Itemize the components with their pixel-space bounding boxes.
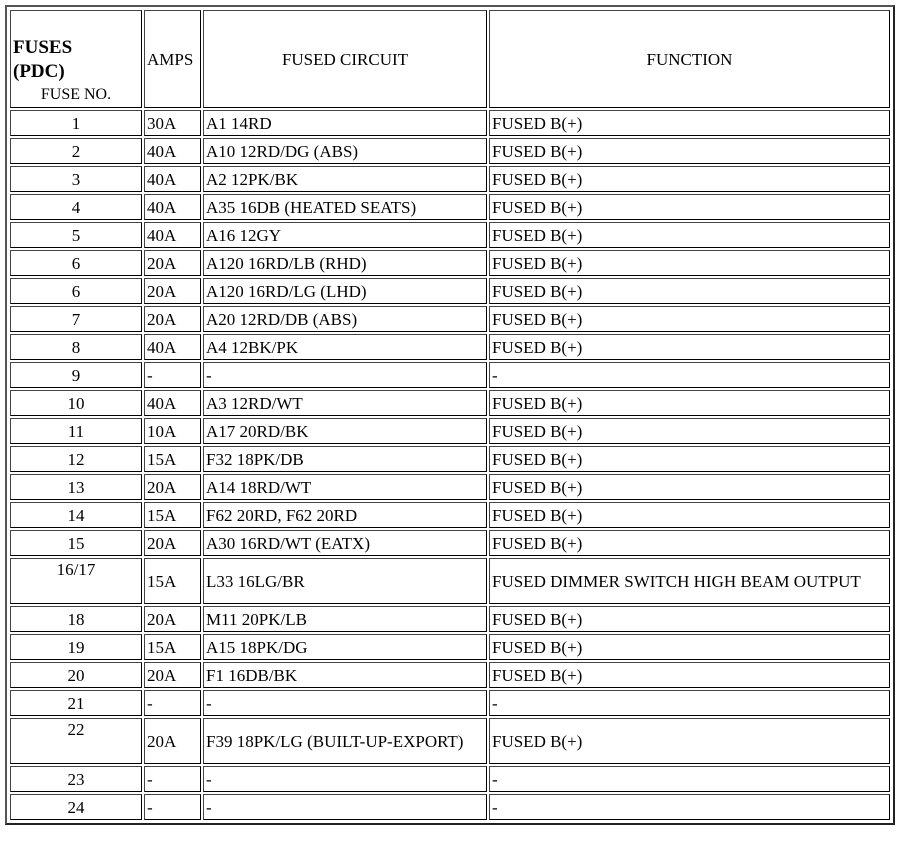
fuse-no-cell: 16/17 xyxy=(10,558,142,604)
table-row xyxy=(10,334,890,360)
table-row xyxy=(10,474,890,500)
header-fused-circuit: FUSED CIRCUIT xyxy=(203,10,487,108)
amps-cell: 40A xyxy=(144,166,201,192)
amps-cell: 20A xyxy=(144,250,201,276)
fused-circuit-cell: M11 20PK/LB xyxy=(203,606,487,632)
fused-circuit-cell: A4 12BK/PK xyxy=(203,334,487,360)
amps-cell: 40A xyxy=(144,194,201,220)
fused-circuit-cell: A30 16RD/WT (EATX) xyxy=(203,530,487,556)
fuse-no-cell: 3 xyxy=(10,166,142,192)
table-row xyxy=(10,662,890,688)
table-row xyxy=(10,166,890,192)
function-cell: FUSED B(+) xyxy=(489,718,890,764)
function-cell: FUSED B(+) xyxy=(489,222,890,248)
table-header-row xyxy=(10,10,890,108)
fused-circuit-cell: L33 16LG/BR xyxy=(203,558,487,604)
amps-cell: - xyxy=(144,794,201,820)
amps-cell: 40A xyxy=(144,390,201,416)
function-cell: FUSED B(+) xyxy=(489,334,890,360)
fused-circuit-cell: A10 12RD/DG (ABS) xyxy=(203,138,487,164)
table-row xyxy=(10,502,890,528)
table-row xyxy=(10,250,890,276)
fuse-no-cell: 22 xyxy=(10,718,142,764)
fused-circuit-cell: F32 18PK/DB xyxy=(203,446,487,472)
amps-cell: 40A xyxy=(144,222,201,248)
fused-circuit-cell: F62 20RD, F62 20RD xyxy=(203,502,487,528)
function-cell: - xyxy=(489,766,890,792)
fuse-no-cell: 23 xyxy=(10,766,142,792)
fuse-no-cell: 19 xyxy=(10,634,142,660)
header-fuse-no-cell xyxy=(10,10,142,108)
fused-circuit-cell: A17 20RD/BK xyxy=(203,418,487,444)
function-cell: - xyxy=(489,690,890,716)
fuse-no-cell: 24 xyxy=(10,794,142,820)
fuse-no-cell: 4 xyxy=(10,194,142,220)
table-row xyxy=(10,718,890,764)
amps-cell: 20A xyxy=(144,306,201,332)
amps-cell: 15A xyxy=(144,634,201,660)
fused-circuit-cell: A1 14RD xyxy=(203,110,487,136)
function-cell: - xyxy=(489,362,890,388)
fused-circuit-cell: A20 12RD/DB (ABS) xyxy=(203,306,487,332)
table-row xyxy=(10,278,890,304)
amps-cell: 10A xyxy=(144,418,201,444)
function-cell: FUSED B(+) xyxy=(489,390,890,416)
amps-cell: - xyxy=(144,690,201,716)
amps-cell: - xyxy=(144,766,201,792)
fuse-no-cell: 21 xyxy=(10,690,142,716)
fused-circuit-cell: A120 16RD/LG (LHD) xyxy=(203,278,487,304)
table-row xyxy=(10,634,890,660)
fuse-no-cell: 2 xyxy=(10,138,142,164)
amps-cell: - xyxy=(144,362,201,388)
amps-cell: 20A xyxy=(144,278,201,304)
fuse-table xyxy=(8,8,892,822)
fused-circuit-cell: A120 16RD/LB (RHD) xyxy=(203,250,487,276)
function-cell: FUSED B(+) xyxy=(489,606,890,632)
amps-cell: 20A xyxy=(144,662,201,688)
fuse-no-cell: 20 xyxy=(10,662,142,688)
amps-cell: 15A xyxy=(144,446,201,472)
amps-cell: 20A xyxy=(144,530,201,556)
table-row xyxy=(10,390,890,416)
fuse-no-cell: 11 xyxy=(10,418,142,444)
function-cell: FUSED B(+) xyxy=(489,166,890,192)
amps-cell: 40A xyxy=(144,138,201,164)
fuse-no-cell: 10 xyxy=(10,390,142,416)
table-row xyxy=(10,446,890,472)
function-cell: FUSED B(+) xyxy=(489,418,890,444)
amps-cell: 15A xyxy=(144,558,201,604)
function-cell: FUSED B(+) xyxy=(489,194,890,220)
table-row xyxy=(10,306,890,332)
fuse-no-cell: 8 xyxy=(10,334,142,360)
fused-circuit-cell: - xyxy=(203,766,487,792)
fused-circuit-cell: F1 16DB/BK xyxy=(203,662,487,688)
table-row xyxy=(10,558,890,604)
function-cell: FUSED DIMMER SWITCH HIGH BEAM OUTPUT xyxy=(489,558,890,604)
fuse-no-cell: 15 xyxy=(10,530,142,556)
amps-cell: 20A xyxy=(144,474,201,500)
function-cell: - xyxy=(489,794,890,820)
fuse-no-cell: 12 xyxy=(10,446,142,472)
fused-circuit-cell: - xyxy=(203,690,487,716)
function-cell: FUSED B(+) xyxy=(489,110,890,136)
amps-cell: 20A xyxy=(144,718,201,764)
table-row xyxy=(10,606,890,632)
function-cell: FUSED B(+) xyxy=(489,138,890,164)
fuse-no-cell: 14 xyxy=(10,502,142,528)
header-fuse-no-label: FUSE NO. xyxy=(40,86,112,103)
table-row xyxy=(10,110,890,136)
table-row xyxy=(10,418,890,444)
fused-circuit-cell: F39 18PK/LG (BUILT-UP-EXPORT) xyxy=(203,718,487,764)
fused-circuit-cell: A14 18RD/WT xyxy=(203,474,487,500)
amps-cell: 40A xyxy=(144,334,201,360)
amps-cell: 15A xyxy=(144,502,201,528)
header-fuses-title: FUSES (PDC) xyxy=(13,37,73,82)
header-function: FUNCTION xyxy=(489,10,890,108)
fused-circuit-cell: A3 12RD/WT xyxy=(203,390,487,416)
function-cell: FUSED B(+) xyxy=(489,306,890,332)
amps-cell: 20A xyxy=(144,606,201,632)
fuse-table-container xyxy=(5,5,895,825)
table-row xyxy=(10,194,890,220)
fuse-no-cell: 7 xyxy=(10,306,142,332)
fuse-no-cell: 5 xyxy=(10,222,142,248)
fused-circuit-cell: A15 18PK/DG xyxy=(203,634,487,660)
fused-circuit-cell: A2 12PK/BK xyxy=(203,166,487,192)
table-row xyxy=(10,794,890,820)
fuse-no-cell: 18 xyxy=(10,606,142,632)
table-row xyxy=(10,690,890,716)
function-cell: FUSED B(+) xyxy=(489,278,890,304)
function-cell: FUSED B(+) xyxy=(489,250,890,276)
table-row xyxy=(10,530,890,556)
table-row xyxy=(10,362,890,388)
fused-circuit-cell: - xyxy=(203,794,487,820)
fused-circuit-cell: A35 16DB (HEATED SEATS) xyxy=(203,194,487,220)
fuse-no-cell: 13 xyxy=(10,474,142,500)
fused-circuit-cell: - xyxy=(203,362,487,388)
function-cell: FUSED B(+) xyxy=(489,474,890,500)
table-row xyxy=(10,138,890,164)
fuse-no-cell: 1 xyxy=(10,110,142,136)
function-cell: FUSED B(+) xyxy=(489,634,890,660)
fused-circuit-cell: A16 12GY xyxy=(203,222,487,248)
table-row xyxy=(10,222,890,248)
fuse-no-cell: 6 xyxy=(10,250,142,276)
function-cell: FUSED B(+) xyxy=(489,446,890,472)
function-cell: FUSED B(+) xyxy=(489,662,890,688)
function-cell: FUSED B(+) xyxy=(489,530,890,556)
amps-cell: 30A xyxy=(144,110,201,136)
fuse-no-cell: 9 xyxy=(10,362,142,388)
fuse-no-cell: 6 xyxy=(10,278,142,304)
table-row xyxy=(10,766,890,792)
header-amps: AMPS xyxy=(144,10,201,108)
function-cell: FUSED B(+) xyxy=(489,502,890,528)
